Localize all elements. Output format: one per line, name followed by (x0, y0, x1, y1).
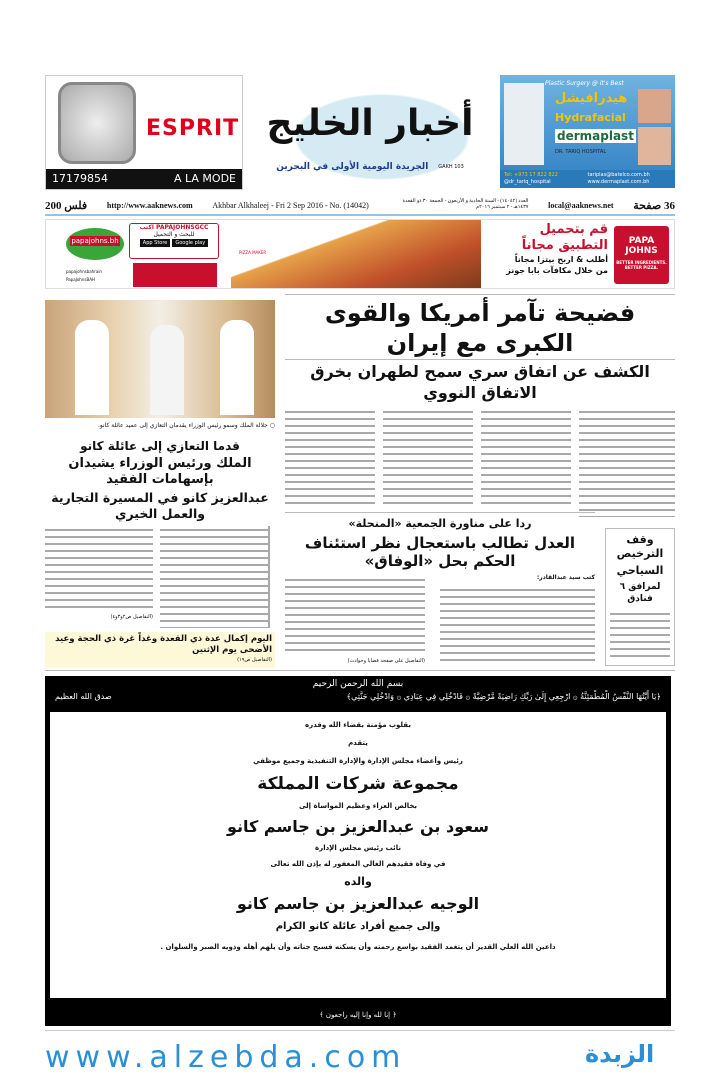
wefaq-details: (التفاصيل على صفحة قضايا وحوادث) (347, 658, 425, 664)
wefaq-kicker: ردا على مناورة الجمعية «المنحلة» (348, 517, 532, 530)
rule (45, 214, 675, 216)
lead-body-col (579, 408, 675, 517)
masthead (250, 72, 490, 190)
dermaplast-email: tariplas@batelco.com.bh (587, 172, 650, 178)
rule (285, 512, 595, 513)
alamode-logo: A LA MODE (174, 172, 236, 185)
wefaq-body-col (285, 576, 425, 652)
footer-logo: الزبدة (585, 1040, 655, 1068)
papajohns-site-logo: papajohns.bh (66, 228, 124, 260)
before-photo (638, 89, 671, 123)
esprit-logo: ESPRIT (146, 116, 240, 141)
eid-headline: اليوم إكمال عدة ذي القعدة وغداً غرة ذي الحجة وعيد الأضحى يوم الإثنين (55, 634, 272, 655)
bismillah: بسم الله الرحمن الرحيم (312, 679, 404, 689)
dermaplast-product: Hydrafacial (555, 111, 626, 124)
dermaplast-tel: Tel: +973 17 822 822 (504, 172, 558, 178)
dermaplast-ar: هيدرافيشل (555, 91, 628, 106)
website-link[interactable]: http://www.aaknews.com (106, 200, 193, 210)
kanoo-kicker: قدما التعازي إلى عائلة كانو (80, 439, 240, 453)
google-play-badge[interactable]: Google play (172, 239, 208, 247)
royal-photo (45, 300, 275, 418)
kanoo-body-col (160, 526, 270, 628)
condolence-body (50, 712, 666, 998)
condolence-l7: وإلى جميع أفراد عائلة كانو الكرام (275, 921, 441, 932)
deceased-name: الوجيه عبدالعزيز بن جاسم كانو (236, 894, 480, 913)
condolence-l3: رئيس وأعضاء مجلس الإدارة والإدارة التنفيذية وجميع موظفي (253, 757, 463, 765)
rule (285, 294, 675, 295)
masthead-code: GAKH 103 (438, 164, 464, 170)
wefaq-headline: العدل تطالب باستعجال نظر استئناف الحكم بحل «الوفاق» (304, 534, 576, 570)
facebook-handle: papajohnsbahrain (66, 269, 102, 274)
email-link[interactable]: local@aaknews.net (548, 200, 614, 210)
condolence-prayer: داعين الله العلي القدير أن يتغمد الفقيد بواسع رحمته وأن يسكنه فسيح جناته وأن يلهم أهله وذويه الصبر والسلوان . (160, 943, 556, 951)
condolence-l5: في وفاة فقيدهم الغالي المغفور له بإذن الله تعالى (270, 860, 446, 868)
papajohns-ad[interactable] (45, 219, 675, 289)
recipient-title: نائب رئيس مجلس الإدارة (315, 844, 401, 852)
condolence-l6: والده (344, 875, 372, 888)
recipient-name: سعود بن عبدالعزيز بن جاسم كانو (227, 817, 489, 836)
issue-info: Akhbar Alkhaleej - Fri 2 Sep 2016 - No. (14042) (212, 200, 369, 210)
dermaplast-hospital: DR. TARIQ HOSPITAL (555, 149, 607, 155)
eid-box (45, 632, 275, 668)
tourism-l1: وقف الترخيص (616, 533, 664, 560)
photo-caption: ○ جلالة الملك وسمو رئيس الوزراء يقدمان التعازي إلى عميد عائلة كانو. (97, 422, 275, 429)
wefaq-body-col (440, 586, 595, 666)
esprit-ad[interactable] (45, 75, 243, 190)
condolence-closing: ﴿ إنا لله وإنا إليه راجعون ﴾ (319, 1011, 397, 1019)
rule (45, 670, 675, 671)
rule (45, 1030, 675, 1031)
tourism-l3: لمرافق ٦ فنادق (619, 582, 661, 604)
dermaplast-social: @dr_tariq_hospital (504, 179, 551, 185)
dermaplast-tagline: Plastic Surgery @ it's Best (545, 80, 624, 87)
pizza-image: PIZZA MAKER (231, 220, 481, 289)
dateline (45, 197, 675, 213)
quran-verse: ﴿يَا أَيَّتُهَا النَّفْسُ الْمُطْمَئِنَّةُ ۞ ارْجِعِي إِلَىٰ رَبِّكِ رَاضِيَةً مَّرْضِيَّةً ۞ فَادْخُلِي فِي عِبَادِي ۞ وَادْخُلِي جَنَّتِي﴾ (346, 692, 661, 701)
esprit-phone: 17179854 (52, 172, 108, 185)
masthead-tagline: الجريدة اليومية الأولى في البحرين (276, 162, 429, 172)
after-photo (638, 127, 671, 165)
hospital-image (504, 83, 544, 165)
app-title: اكتب PAPAJOHNSGCC (139, 224, 209, 231)
kanoo-details: (التفاصيل ص٢و٣و٤) (110, 614, 153, 620)
eid-details: (التفاصيل ص١٩) (237, 657, 272, 663)
lead-body-col (383, 408, 473, 507)
kanoo-headline-1: الملك ورئيس الوزراء يشيدان بإسهامات الفقيد (68, 456, 252, 487)
dermaplast-web: www.dermaplast.com.bh (587, 179, 650, 185)
lead-headline: فضيحة تآمر أمريكا والقوى الكبرى مع إيران (324, 299, 636, 357)
twitter-handle: PapaJohnsBAH (66, 277, 95, 282)
condolence-l4: بخالص العزاء وعظيم المواساة إلى (298, 802, 418, 810)
sadaqa: صدق الله العظيم (55, 692, 112, 701)
rule (285, 359, 675, 360)
page-count: 36 صفحة (633, 199, 675, 212)
company-name: مجموعة شركات المملكة (257, 774, 459, 794)
wefaq-byline: كتب سيد عبدالقادر: (536, 574, 595, 581)
dermaplast-ad[interactable] (500, 75, 675, 188)
kanoo-body-col (45, 526, 153, 610)
dermaplast-brand: dermaplast (557, 129, 634, 143)
tourism-box (605, 528, 675, 666)
footer-url[interactable]: www.alzebda.com (45, 1040, 407, 1075)
app-store-badge[interactable]: App Store (140, 239, 171, 247)
tourism-body (610, 610, 670, 660)
issue-info-ar: العدد (١٤٠٤٢) - السنة الحادية و الأربعون - الجمعة ٣٠ ذو القعدة ١٤٣٧هـ - ٢ سبتمبر ٢٠١٦م (402, 199, 529, 210)
papajohns-promo: قم بتحميل التطبيق مجاناً أطلب & اربح بيتزا مجاناً من خلال مكافآت بابا جونز (506, 222, 608, 275)
prize-banner (133, 263, 217, 287)
lead-body-col (481, 408, 571, 507)
price: 200 فلس (45, 199, 88, 212)
lead-body-col (285, 408, 375, 507)
app-sub: للبحث و التحميل (153, 231, 195, 238)
condolence-l1: بقلوب مؤمنة بقضاء الله وقدره (305, 721, 411, 729)
kanoo-headline-2: عبدالعزيز كانو في المسيرة التجارية والعمل الخيري (51, 490, 269, 521)
tourism-l2: السياحي (616, 564, 664, 577)
papajohns-logo: PAPA JOHNS BETTER INGREDIENTS. BETTER PIZZA. (614, 226, 669, 284)
watch-image (58, 82, 136, 164)
lead-subheadline: الكشف عن اتفاق سري سمح لطهران بخرق الاتفاق النووي (310, 362, 650, 402)
condolence-l2: يتقدم (348, 739, 368, 747)
condolence-ad (45, 676, 671, 1026)
masthead-title: أخبار الخليج (266, 103, 474, 144)
